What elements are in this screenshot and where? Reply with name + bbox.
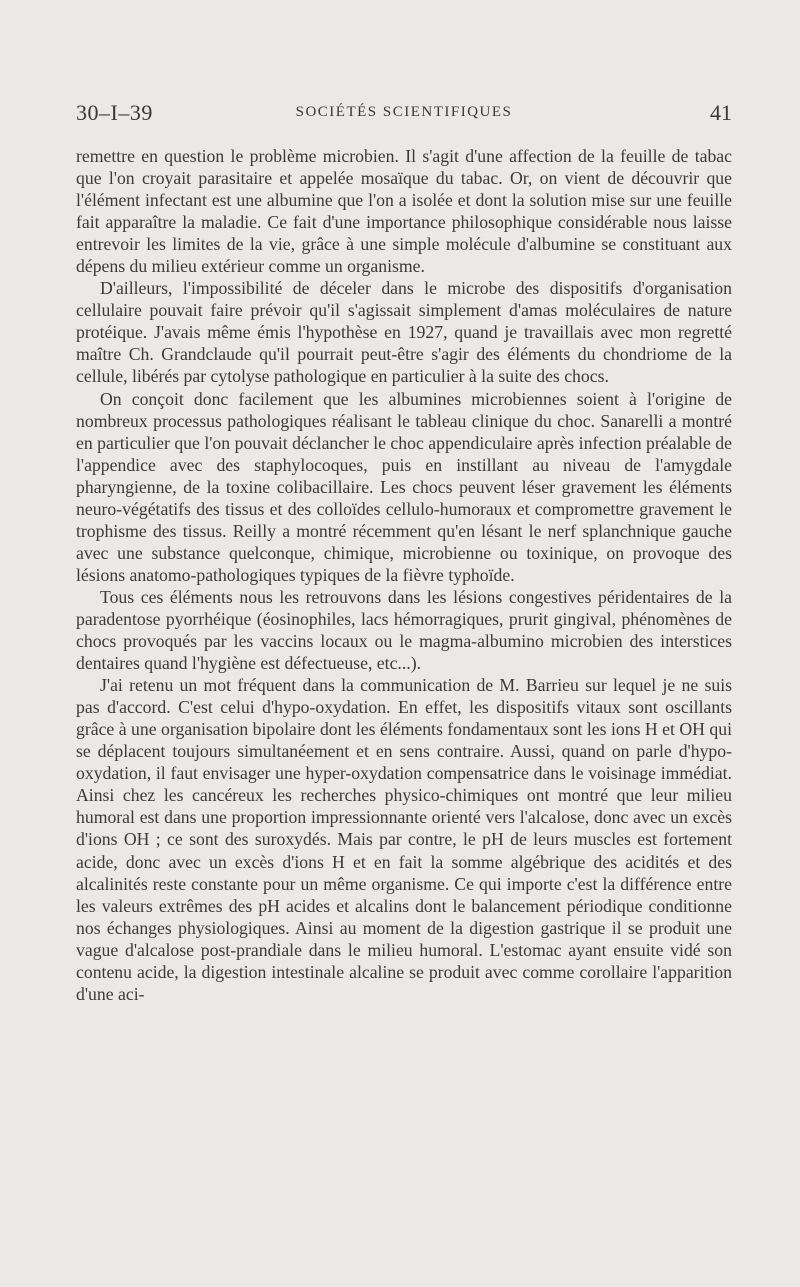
paragraph-5: J'ai retenu un mot fréquent dans la communication de M. Barrieu sur lequel je ne suis pas d'accord. C'est celui d'hypo-oxydation. En effet, les dispositifs vitaux sont oscillants grâce à une organisation bipolaire dont les éléments fondamentaux sont les ions H et OH qui se déplacent toujours simultanéement et en sens contraire. Aussi, quand on parle d'hypo-oxydation, il faut envisager une hyper-oxydation compensatrice dans le voisinage immédiat. Ainsi chez les cancéreux les recherches physico-chimiques ont montré que leur milieu humoral est dans une proportion impressionnante orienté vers l'alcalose, donc avec un excès d'ions OH ; ce sont des suroxydés. Mais par contre, le pH de leurs muscles est fortement acide, donc avec un excès d'ions H et en fait la somme algébrique des acidités et des alcalinités reste constante pour un même organisme. Ce qui importe c'est la différence entre les valeurs extrêmes des pH acides et alcalins dont le balancement périodique conditionne nos échanges physiologiques. Ainsi au moment de la digestion gastrique il se produit une vague d'alcalose post-prandiale dans le milieu humoral. L'estomac ayant ensuite vidé son contenu acide, la digestion intestinale alcaline se produit avec comme corollaire l'apparition d'une aci- [76,675,732,1004]
paragraph-1: remettre en question le problème microbien. Il s'agit d'une affection de la feuille de tabac que l'on croyait parasitaire et appelée mosaïque du tabac. Or, on vient de découvrir que l'élément infectant est une albumine que l'on a isolée et dont la solution mise sur une feuille fait apparaître la maladie. Ce fait d'une importance philosophique considérable nous laisse entrevoir les limites de la vie, grâce à une simple molécule d'albumine se constituant aux dépens du milieu extérieur comme un organisme. [76,146,732,277]
paragraph-2: D'ailleurs, l'impossibilité de déceler dans le microbe des dispositifs d'organisation cellulaire pouvait faire prévoir qu'il s'agissait simplement d'amas moléculaires de nature protéique. J'avais même émis l'hypothèse en 1927, quand je travaillais avec mon regretté maître Ch. Grandclaude qu'il pourrait peut-être s'agir des éléments du chondriome de la cellule, libérés par cytolyse pathologique en particulier à la suite des chocs. [76,278,732,387]
paragraph-3: On conçoit donc facilement que les albumines microbiennes soient à l'origine de nombreux processus pathologiques réalisant le tableau clinique du choc. Sanarelli a montré en particulier que l'on pouvait déclancher le choc appendiculaire après infection préalable de l'appendice avec des staphylocoques, puis en instillant au niveau de l'amygdale pharyngienne, de la toxine colibacillaire. Les chocs peuvent léser gravement les éléments neuro-végétatifs des tissus et des colloïdes cellulo-humoraux et compromettre gravement le trophisme des tissus. Reilly a montré récemment qu'en lésant le nerf splanchnique gauche avec une substance quelconque, chimique, microbienne ou toxinique, on provoque des lésions anatomo-pathologiques typiques de la fièvre typhoïde. [76,388,732,585]
body-text [76,145,732,1005]
running-title: SOCIÉTÉS SCIENTIFIQUES [295,104,513,120]
header-date: 30–I–39 [76,100,153,125]
paragraph-4: Tous ces éléments nous les retrouvons dans les lésions congestives péridentaires de la paradentose pyorrhéique (éosinophiles, lacs hémorragiques, prurit gingival, phénomènes de chocs provoqués par les vaccins locaux ou le magma-albumino microbien des interstices dentaires quand l'hygiène est défectueuse, etc...). [76,586,732,674]
page-number: 41 [710,100,732,125]
page-header [76,100,732,128]
